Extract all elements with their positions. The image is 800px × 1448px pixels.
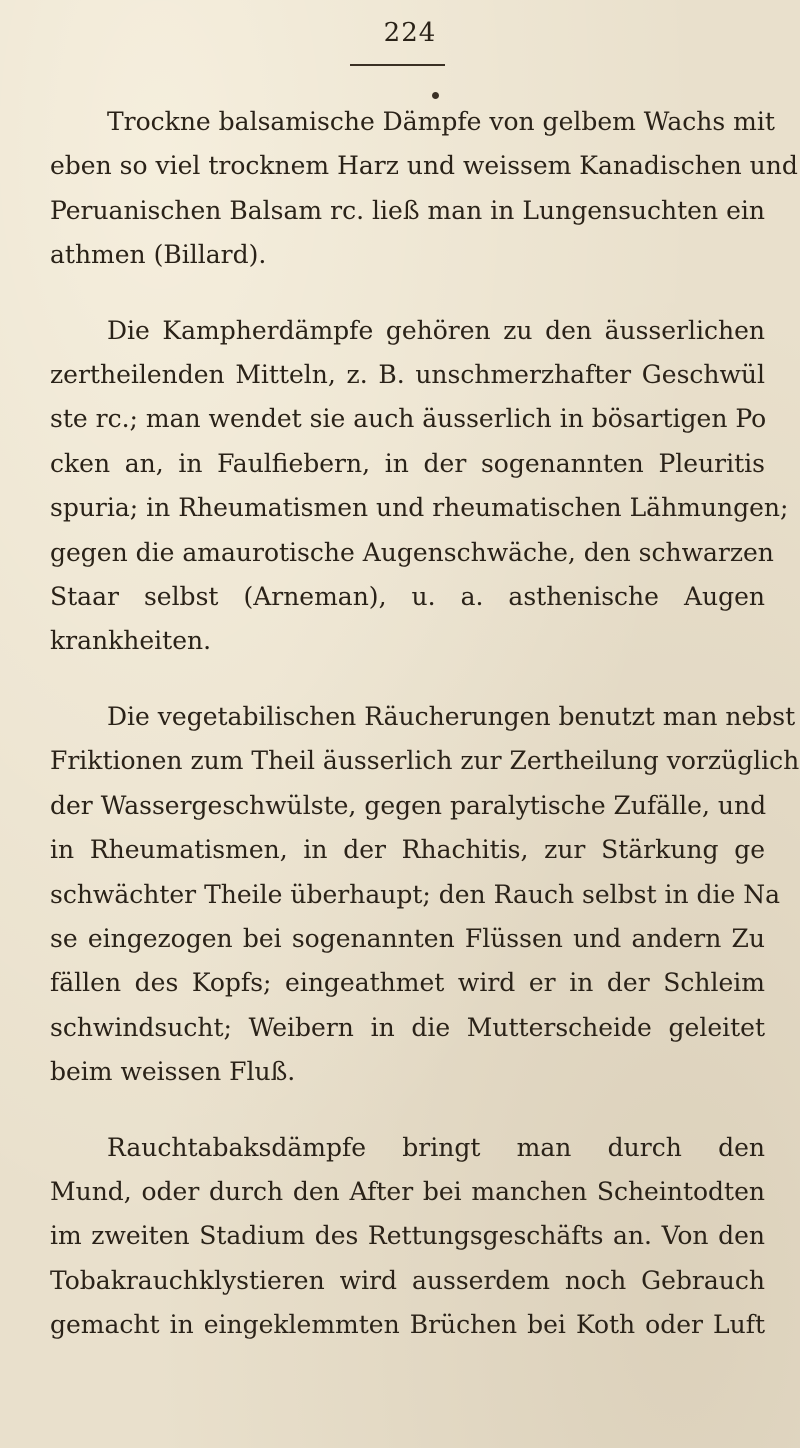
text-line: Staar selbst (Arneman), u. a. asthenische Augen	[50, 582, 765, 612]
text-line: fällen des Kopfs; eingeathmet wird er in der Schleim	[50, 968, 765, 998]
text-line: Mund, oder durch den After bei manchen Scheintodten	[50, 1176, 765, 1206]
text-line: eben so viel trocknem Harz und weissem Kanadischen und	[50, 151, 798, 181]
page-number: 224	[383, 18, 437, 48]
text-line: gegen die amaurotische Augenschwäche, den schwarzen	[50, 537, 774, 567]
text-line: se eingezogen bei sogenannten Flüssen und andern Zu	[50, 923, 765, 953]
text-line: Peruanischen Balsam rc. ließ man in Lungensuchten ein	[50, 195, 765, 225]
paragraph-balsamic-vapours	[50, 100, 798, 278]
text-line: Trockne balsamische Dämpfe von gelbem Wachs mit	[107, 107, 775, 136]
body-text	[50, 100, 800, 1379]
paragraph-camphor-vapours	[50, 309, 789, 664]
paragraph-tobacco-smoke-vapours	[50, 1126, 765, 1348]
text-line: im zweiten Stadium des Rettungsgeschäfts an. Von den	[50, 1221, 765, 1251]
text-line: Tobakrauchklystieren wird ausserdem noch Gebrauch	[50, 1265, 765, 1295]
text-line: ste rc.; man wendet sie auch äusserlich in bösartigen Po	[50, 404, 767, 434]
text-line: krankheiten.	[50, 626, 212, 656]
text-line: Die vegetabilischen Räucherungen benutzt man nebst	[107, 701, 796, 731]
text-line: in Rheumatismen, in der Rhachitis, zur Stärkung ge	[50, 835, 765, 865]
text-line: gemacht in eingeklemmten Brüchen bei Koth oder Luft	[50, 1310, 765, 1340]
text-line: Rauchtabaksdämpfe bringt man durch den	[107, 1132, 765, 1162]
text-line: beim weissen Fluß.	[50, 1057, 296, 1087]
text-line: schwindsucht; Weibern in die Mutterscheide geleitet	[50, 1012, 765, 1042]
text-line: Die Kampherdämpfe gehören zu den äusserlichen	[107, 315, 765, 345]
text-line: spuria; in Rheumatismen und rheumatischen Lähmungen;	[50, 493, 789, 523]
header-rule	[350, 64, 445, 66]
paragraph-vegetable-fumigations	[50, 695, 800, 1095]
ornament-dot	[432, 92, 439, 99]
text-line: Friktionen zum Theil äusserlich zur Zertheilung vorzüglich	[50, 746, 800, 776]
text-line: cken an, in Faulfiebern, in der sogenannten Pleuritis	[50, 448, 765, 478]
text-line: athmen (Billard).	[50, 240, 267, 270]
text-line: schwächter Theile überhaupt; den Rauch selbst in die Na	[50, 879, 781, 909]
text-line: zertheilenden Mitteln, z. B. unschmerzhafter Geschwül	[50, 360, 765, 390]
text-line: der Wassergeschwülste, gegen paralytische Zufälle, und	[50, 790, 767, 820]
